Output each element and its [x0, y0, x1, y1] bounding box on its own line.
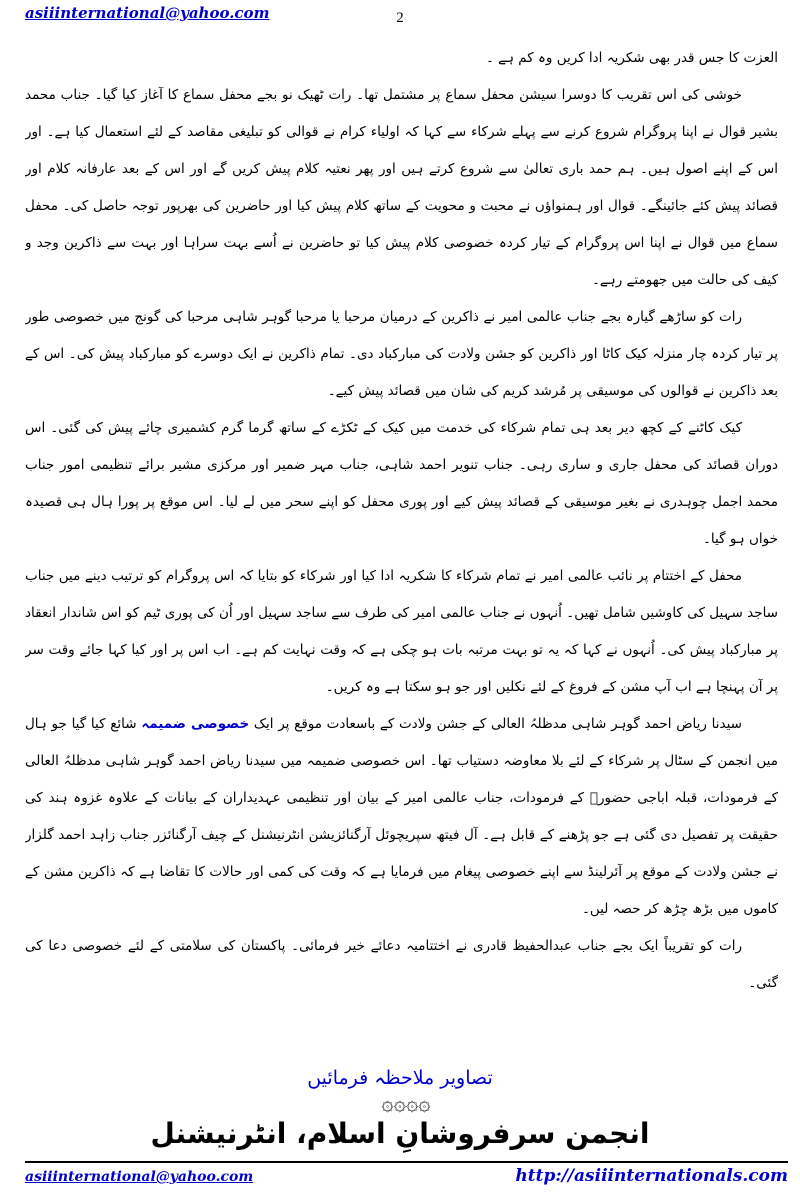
paragraph: [25, 928, 778, 1002]
organization-title: انجمن سرفروشانِ اسلام، انٹرنیشنل: [150, 1117, 650, 1150]
highlighted-text: خصوصی ضمیمہ: [141, 716, 250, 732]
photos-note: تصاویر ملاحظہ فرمائیں: [307, 1067, 493, 1089]
page-footer: [25, 1161, 788, 1186]
paragraph-text: محفل کے اختتام پر نائب عالمی امیر نے تمام شرکاء کا شکریہ ادا کیا اور شرکاء کو بتایا کہ اس پروگرام کو ترتیب دینے میں جناب ساجد سہیل کی کاوشیں شامل تھیں۔ اُنہوں نے جناب عالمی امیر کی طرف سے ساجد سہیل اور اُن کی پوری ٹیم کو اس شاندار انعقاد پر مبارکباد پیش کی۔ اُنہوں نے کہا کہ یہ تو بہت مرتبہ بات ہو چکی ہے کہ وقت نہایت کم ہے۔ اب اس پر اور کیا کہا جائے وقت سر پر آن پہنچا ہے اب آپ مشن کے فروغ کے لئے نکلیں اور جو ہو سکتا ہے وہ کریں۔: [25, 568, 778, 695]
paragraph-text: شائع کیا گیا جو ہال میں انجمن کے سٹال پر شرکاء کے لئے بلا معاوضہ دستیاب تھا۔ اس خصوصی ضمیمہ میں سیدنا ریاض احمد گوہر شاہی مدظلہُ العالی کے فرمودات، قبلہ اباجی حضورؒ کے فرمودات، جناب عالمی امیر کے بیان اور تنظیمی عہدیداران کے بیانات کے علاوہ غزوہ ہند کی حقیقت پر تفصیل دی گئی ہے جو پڑھنے کے قابل ہے۔ آل فیتھ سپریچوئل آرگنائزیشن انٹرنیشنل کے چیف آرگنائزر جناب زاہد احمد گلزار نے جشن ولادت کے موقع پر آئرلینڈ سے اپنے خصوصی پیغام میں فرمایا ہے کہ وقت کی کمی اور حالات کا تقاضا ہے کہ ذاکرین مشن کے کاموں میں بڑھ چڑھ کر حصہ لیں۔: [25, 716, 778, 917]
closing-block: [0, 1067, 800, 1150]
paragraph: [25, 410, 778, 558]
page-header: [0, 0, 800, 36]
paragraph: [25, 706, 778, 928]
paragraph-text: کیک کاٹنے کے کچھ دیر بعد ہی تمام شرکاء کی خدمت میں کیک کے ٹکڑے کے ساتھ گرما گرم کشمیری چائے پیش کی گئی۔ اس دوران قصائد کی محفل جاری و ساری رہی۔ جناب تنویر احمد شاہی، جناب مہر ضمیر اور مرکزی مشیر برائے تنظیمی امور جناب محمد اجمل چوہدری نے بغیر موسیقی کے قصائد پیش کیے اور پوری محفل کو اپنے سحر میں لے لیا۔ اس موقع پر پورا ہال ہی قصیدہ خواں ہو گیا۔: [25, 420, 778, 547]
body-paragraphs: [25, 40, 778, 1040]
paragraph-text: العزت کا جس قدر بھی شکریہ ادا کریں وہ کم ہے ۔: [485, 50, 778, 66]
paragraph: [25, 299, 778, 410]
paragraph: [25, 40, 778, 77]
footer-email-link[interactable]: asiiinternational@yahoo.com: [25, 1169, 254, 1185]
paragraph: [25, 558, 778, 706]
paragraph-text: رات کو تقریباً ایک بجے جناب عبدالحفیظ قادری نے اختتامیہ دعائے خیر فرمائی۔ پاکستان کی سلامتی کے لئے خصوصی دعا کی گئی۔: [25, 938, 778, 991]
footer-links-row: [25, 1166, 788, 1186]
header-email-link[interactable]: asiiinternational@yahoo.com: [25, 4, 270, 22]
footer-divider: [25, 1161, 788, 1163]
paragraph-text: رات کو ساڑھے گیارہ بجے جناب عالمی امیر نے ذاکرین کے درمیان مرحبا یا مرحبا گوہر شاہی مرحبا کی گونج میں خصوصی طور پر تیار کردہ چار منزلہ کیک کاٹا اور ذاکرین کو جشن ولادت کی مبارکباد دی۔ تمام ذاکرین نے ایک دوسرے کو مبارکباد پیش کی۔ اس کے بعد ذاکرین نے قوالوں کی موسیقی پر مُرشد کریم کی شان میں قصائد پیش کیے۔: [25, 309, 778, 399]
paragraph-text: خوشی کی اس تقریب کا دوسرا سیشن محفل سماع پر مشتمل تھا۔ رات ٹھیک نو بجے محفل سماع کا آغاز کیا گیا۔ جناب محمد بشیر قوال نے اپنا پروگرام شروع کرنے سے پہلے شرکاء سے کہا کہ اولیاء کرام نے قوالی کو تبلیغی مقاصد کے لئے استعمال کیا ہے۔ اور اس کے اپنے اصول ہیں۔ ہم حمد باری تعالیٰ سے شروع کرتے ہیں اور پھر نعتیہ کلام پیش کریں گے اور اس کے بعد عارفانہ کلام اور قصائد پیش کئے جائینگے۔ قوال اور ہمنواؤں نے محبت و محویت کے ساتھ کلام پیش کیا اور حاضرین کی بھرپور توجہ حاصل کی۔ محفل سماع میں قوال نے اپنا اس پروگرام کے تیار کردہ خصوصی کلام پیش کیا تو حاضرین نے اُسے بہت سراہا اور بہت سے ذاکرین وجد و کیف کی حالت میں جھومتے رہے۔: [25, 87, 778, 288]
star-ornament-row: ۞۞۞۞: [381, 1091, 431, 1115]
paragraph: [25, 77, 778, 299]
footer-url-link[interactable]: http://asiiinternationals.com: [515, 1166, 788, 1186]
paragraph-text: سیدنا ریاض احمد گوہر شاہی مدظلہُ العالی کے جشن ولادت کے باسعادت موقع پر ایک: [249, 716, 742, 732]
page-number: 2: [396, 10, 404, 26]
